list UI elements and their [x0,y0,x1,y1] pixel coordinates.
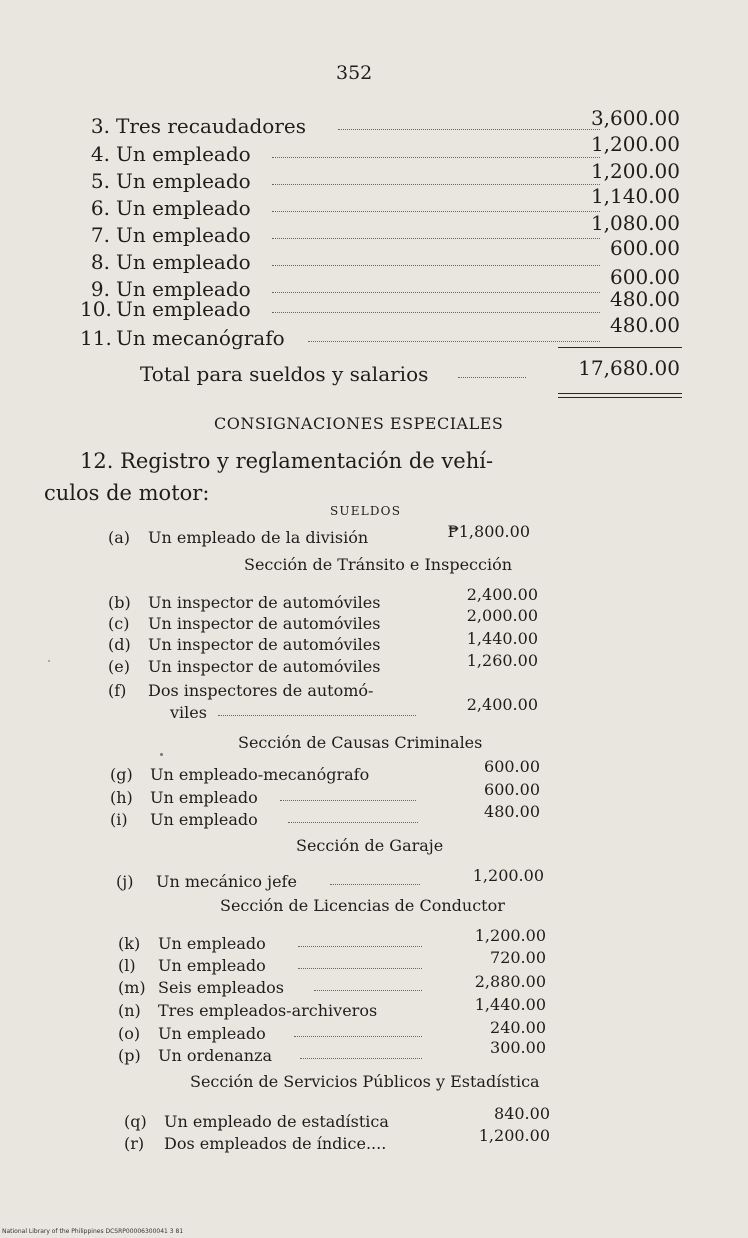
item-letter: (b) [108,593,131,612]
item-amount: 840.00 [494,1104,550,1123]
line-item [108,681,538,725]
item-amount: 480.00 [610,287,680,311]
item12-line2: culos de motor: [44,481,210,505]
item-amount: ₱1,800.00 [447,522,530,541]
item-amount: 1,200.00 [478,1126,550,1145]
item-amount: 1,080.00 [590,211,680,235]
line-item [124,1126,554,1156]
item-label: Un inspector de automóviles [148,593,381,612]
total-double-rule-bottom [558,397,682,398]
dot-leader [280,788,416,801]
item-label: Un empleado [150,788,258,807]
item-number: 6. [90,196,110,220]
item-letter: (n) [118,1001,141,1020]
item-label: Un empleado [116,297,251,321]
item-letter: (i) [110,810,128,829]
item-amount: 480.00 [610,313,680,337]
item-label: Un empleado [150,810,258,829]
item-letter: (j) [116,872,134,891]
item-number: 8. [90,250,110,274]
item-letter: (c) [108,614,130,633]
item-amount: 3,600.00 [590,106,680,130]
item-letter: (e) [108,657,130,676]
item-number: 11. [80,326,112,350]
total-label: Total para sueldos y salarios [140,362,429,386]
item-label: Un ordenanza [158,1046,272,1065]
item-label: Un empleado [116,223,251,247]
dot-leader [272,142,600,158]
item-amount: 720.00 [490,948,546,967]
item-letter: (l) [118,956,136,975]
item-label: Tres recaudadores [116,114,306,138]
item-label: Un empleado de estadística [164,1112,389,1131]
library-watermark-text: National Library of the Philippines DCSRP00006300041 3 81 [2,1228,184,1235]
item-label: Un inspector de automóviles [148,635,381,654]
item-label-continued: viles [170,703,207,722]
dot-leader [272,169,600,185]
item-letter: (q) [124,1112,147,1131]
section-title: Sección de Licencias de Conductor [220,896,505,915]
item-amount: 600.00 [610,265,680,289]
item-label: Un empleado [116,196,251,220]
item-amount: 1,260.00 [466,651,538,670]
item-letter: (p) [118,1046,141,1065]
item-label: Un inspector de automóviles [148,614,381,633]
item-amount: 600.00 [610,236,680,260]
item-number: 9. [90,277,110,301]
dot-leader [330,872,420,885]
item-label: Un empleado-mecanógrafo [150,765,370,784]
item-letter: (f) [108,681,127,700]
item-number: 4. [90,142,110,166]
item-label: Un empleado de la división [148,528,369,547]
total-amount: 17,680.00 [578,356,680,380]
item-number: 10. [80,297,112,321]
line-item [110,802,540,832]
section-title: Sección de Tránsito e Inspección [244,555,513,574]
item-label: Un empleado [158,934,266,953]
item-letter: (m) [118,978,146,997]
page-number: 352 [336,62,373,84]
dot-leader [272,196,600,212]
item-label: Un inspector de automóviles [148,657,381,676]
item-amount: 1,440.00 [466,629,538,648]
line-item [116,866,546,894]
item-amount: 240.00 [490,1018,546,1037]
sueldos-heading: SUELDOS [330,504,402,518]
item-label: Un mecánico jefe [156,872,297,891]
item-amount: 1,200.00 [590,159,680,183]
item-label: Un empleado [158,1024,266,1043]
item-number: 3. [90,114,110,138]
item-letter: (a) [108,528,131,547]
line-item [118,1038,548,1068]
dot-leader [272,223,600,239]
item-label: Un empleado [116,277,251,301]
dot-leader [300,1046,422,1059]
item-amount: 2,400.00 [466,695,538,714]
item-number: 7. [90,223,110,247]
total-double-rule-top [558,393,682,394]
item-label: Dos empleados de índice.... [164,1134,387,1153]
item-label: Un empleado [116,142,251,166]
item-number: 5. [90,169,110,193]
dot-leader [288,810,418,823]
total-row [140,356,680,388]
item-label: Un mecanógrafo [116,326,285,350]
paper-speck [160,753,163,756]
item-amount: 1,200.00 [474,926,546,945]
item-letter: (k) [118,934,141,953]
line-item [108,651,538,679]
subtotal-rule [558,347,682,348]
item-amount: 600.00 [484,757,540,776]
dot-leader [308,326,600,342]
section-title: Sección de Causas Criminales [238,733,483,752]
dot-leader [458,362,526,378]
line-item [108,522,532,550]
top-item [80,313,680,352]
section-title: Sección de Garaje [296,836,444,855]
item-label: Seis empleados [158,978,284,997]
dot-leader [294,1024,422,1037]
item12-line1: 12. Registro y reglamentación de vehí- [80,449,494,473]
item-label: Un empleado [116,169,251,193]
item-label: Un empleado [158,956,266,975]
dot-leader [272,297,600,313]
dot-leader [298,956,422,969]
dot-leader [314,978,422,991]
item-amount: 2,880.00 [474,972,546,991]
item-amount: 300.00 [490,1038,546,1057]
item-letter: (o) [118,1024,141,1043]
item-label: Dos inspectores de automó- [148,681,374,700]
item-letter: (h) [110,788,133,807]
item-amount: 2,000.00 [466,606,538,625]
item-letter: (g) [110,765,133,784]
item-letter: (d) [108,635,131,654]
dot-leader [298,934,422,947]
section-title: Sección de Servicios Públicos y Estadística [190,1072,540,1091]
dot-leader [218,703,416,716]
item-label: Un empleado [116,250,251,274]
item-letter: (r) [124,1134,145,1153]
item-amount: 600.00 [484,780,540,799]
item-amount: 1,440.00 [474,995,546,1014]
item-amount: 480.00 [484,802,540,821]
dot-leader [272,277,600,293]
item-amount: 1,200.00 [590,132,680,156]
item-label: Tres empleados-archiveros [158,1001,378,1020]
paper-speck [48,660,50,662]
dot-leader [272,250,600,266]
item-amount: 1,200.00 [472,866,544,885]
item-amount: 2,400.00 [466,585,538,604]
item-amount: 1,140.00 [590,184,680,208]
special-heading: CONSIGNACIONES ESPECIALES [214,414,504,433]
